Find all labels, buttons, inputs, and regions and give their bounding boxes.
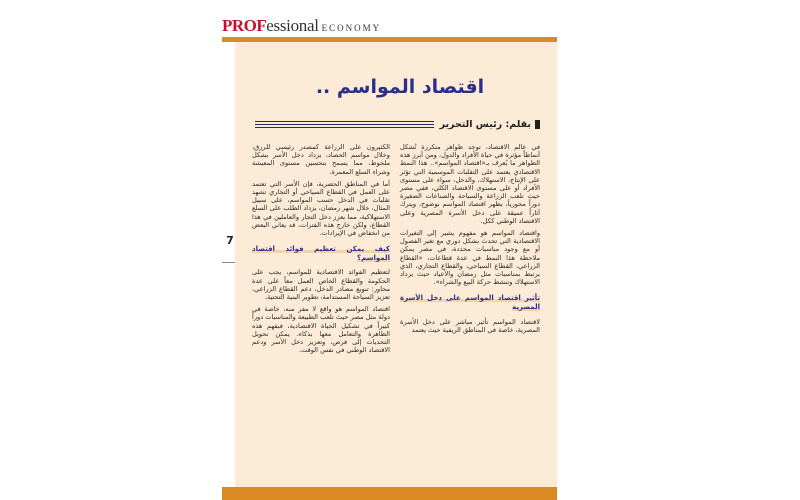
paragraph: واقتصاد المواسم هو مفهوم يشير إلى التغيرات الاقتصادية التي تحدث بشكل دوري مع تغير الفصول أو مع وجود مناسبات محددة، في مصر يمكن ملاحظة هذا النمط في عدة قطاعات، «القطاع الزراعي، القطاع السياحي، والقطاع التجاري، الذي يرتبط بمناسبات مثل رمضان والأعياد حيث يزداد الاستهلاك وتنشط حركة البيع والشراء». <box>400 229 540 287</box>
subheading <box>400 294 540 311</box>
paragraph: لتعظيم الفوائد الاقتصادية للمواسم، يجب على الحكومة والقطاع الخاص العمل معاً على عدة محاور: تنويع مصادر الدخل، دعم القطاع الزراعي، تعزيز السياحة المستدامة، تطوير البنية التحتية. <box>252 268 390 302</box>
article-title: اقتصاد المواسم .. <box>315 76 485 98</box>
subheading-text: تأثير اقتصاد المواسم على دخل الأسرة المصرية <box>400 294 540 312</box>
logo-section: ECONOMY <box>321 23 382 33</box>
page-number-rule <box>222 262 235 263</box>
subheading-text: كيف يمكن تعظيم فوائد اقتصاد المواسم؟ <box>252 245 390 262</box>
paragraph: في عالم الاقتصاد، توجد ظواهر متكررة تُشكل أنماطاً مؤثرة في حياة الأفراد والدول، ومن أبرز هذه الظواهر ما يُعرف بـ«اقتصاد المواسم».. هذا النمط الاقتصادي يعتمد على التقلبات الموسمية التي تؤثر على الإنتاج، الاستهلاك، والدخل، سواء على مستوى الأفراد أو على مستوى الاقتصاد الكلي، ففي مصر حيث تلعب الزراعة والسياحة والصناعات الصغيرة دوراً محورياً، يظهر اقتصاد المواسم بوضوح، ويترك آثاراً عميقة على دخل الأسرة المصرية وعلى الاقتصاد الوطني ككل. <box>400 143 540 225</box>
paragraph: اقتصاد المواسم هو واقع لا مفر منه، خاصة في دولة مثل مصر حيث تلعب الطبيعة والمناسبات دوراً كبيراً في تشكيل الحياة الاقتصادية، فبفهم هذه الظاهرة والتعامل معها بذكاء، يمكن تحويل التحديات إلى فرص، وتعزيز دخل الأسر ودعم الاقتصاد الوطني في نفس الوقت. <box>252 305 390 355</box>
logo-essional: essional <box>266 16 319 35</box>
logo-prof: PROF <box>222 16 267 35</box>
article-column-left <box>252 143 390 358</box>
page-margin-strip <box>222 42 235 487</box>
article-column-right <box>400 143 540 338</box>
byline: بقلم: رئيس التحرير <box>439 118 531 130</box>
byline-row <box>255 117 540 131</box>
page-number: 7 <box>226 234 234 247</box>
subheading <box>252 245 390 262</box>
byline-marker-icon <box>535 120 540 129</box>
bottom-accent-bar <box>222 487 557 500</box>
paragraph: الكثيرون على الزراعة كمصدر رئيسي للرزق، وخلال مواسم الحصاد، يزداد دخل الأسر بشكل ملحوظ، مما يسمح بتحسين مستوى المعيشة وشراء السلع المعمرة. <box>252 143 390 176</box>
paragraph: لاقتصاد المواسم تأثير مباشر على دخل الأسرة المصرية، خاصة في المناطق الريفية حيث يعتمد <box>400 317 540 334</box>
paragraph: أما في المناطق الحضرية، فإن الأسر التي تعتمد على العمل في القطاع السياحي أو التجاري تشهد تقلبات في الدخل حسب المواسم، على سبيل المثال، خلال شهر رمضان، يزداد الطلب على السلع الاستهلاكية، مما يعزز دخل التجار والعاملين في هذا القطاع، ولكن خارج هذه الفترات، قد يعاني البعض من انخفاض في الإيرادات. <box>252 179 390 238</box>
magazine-logo <box>222 16 381 38</box>
byline-rule <box>255 121 434 128</box>
